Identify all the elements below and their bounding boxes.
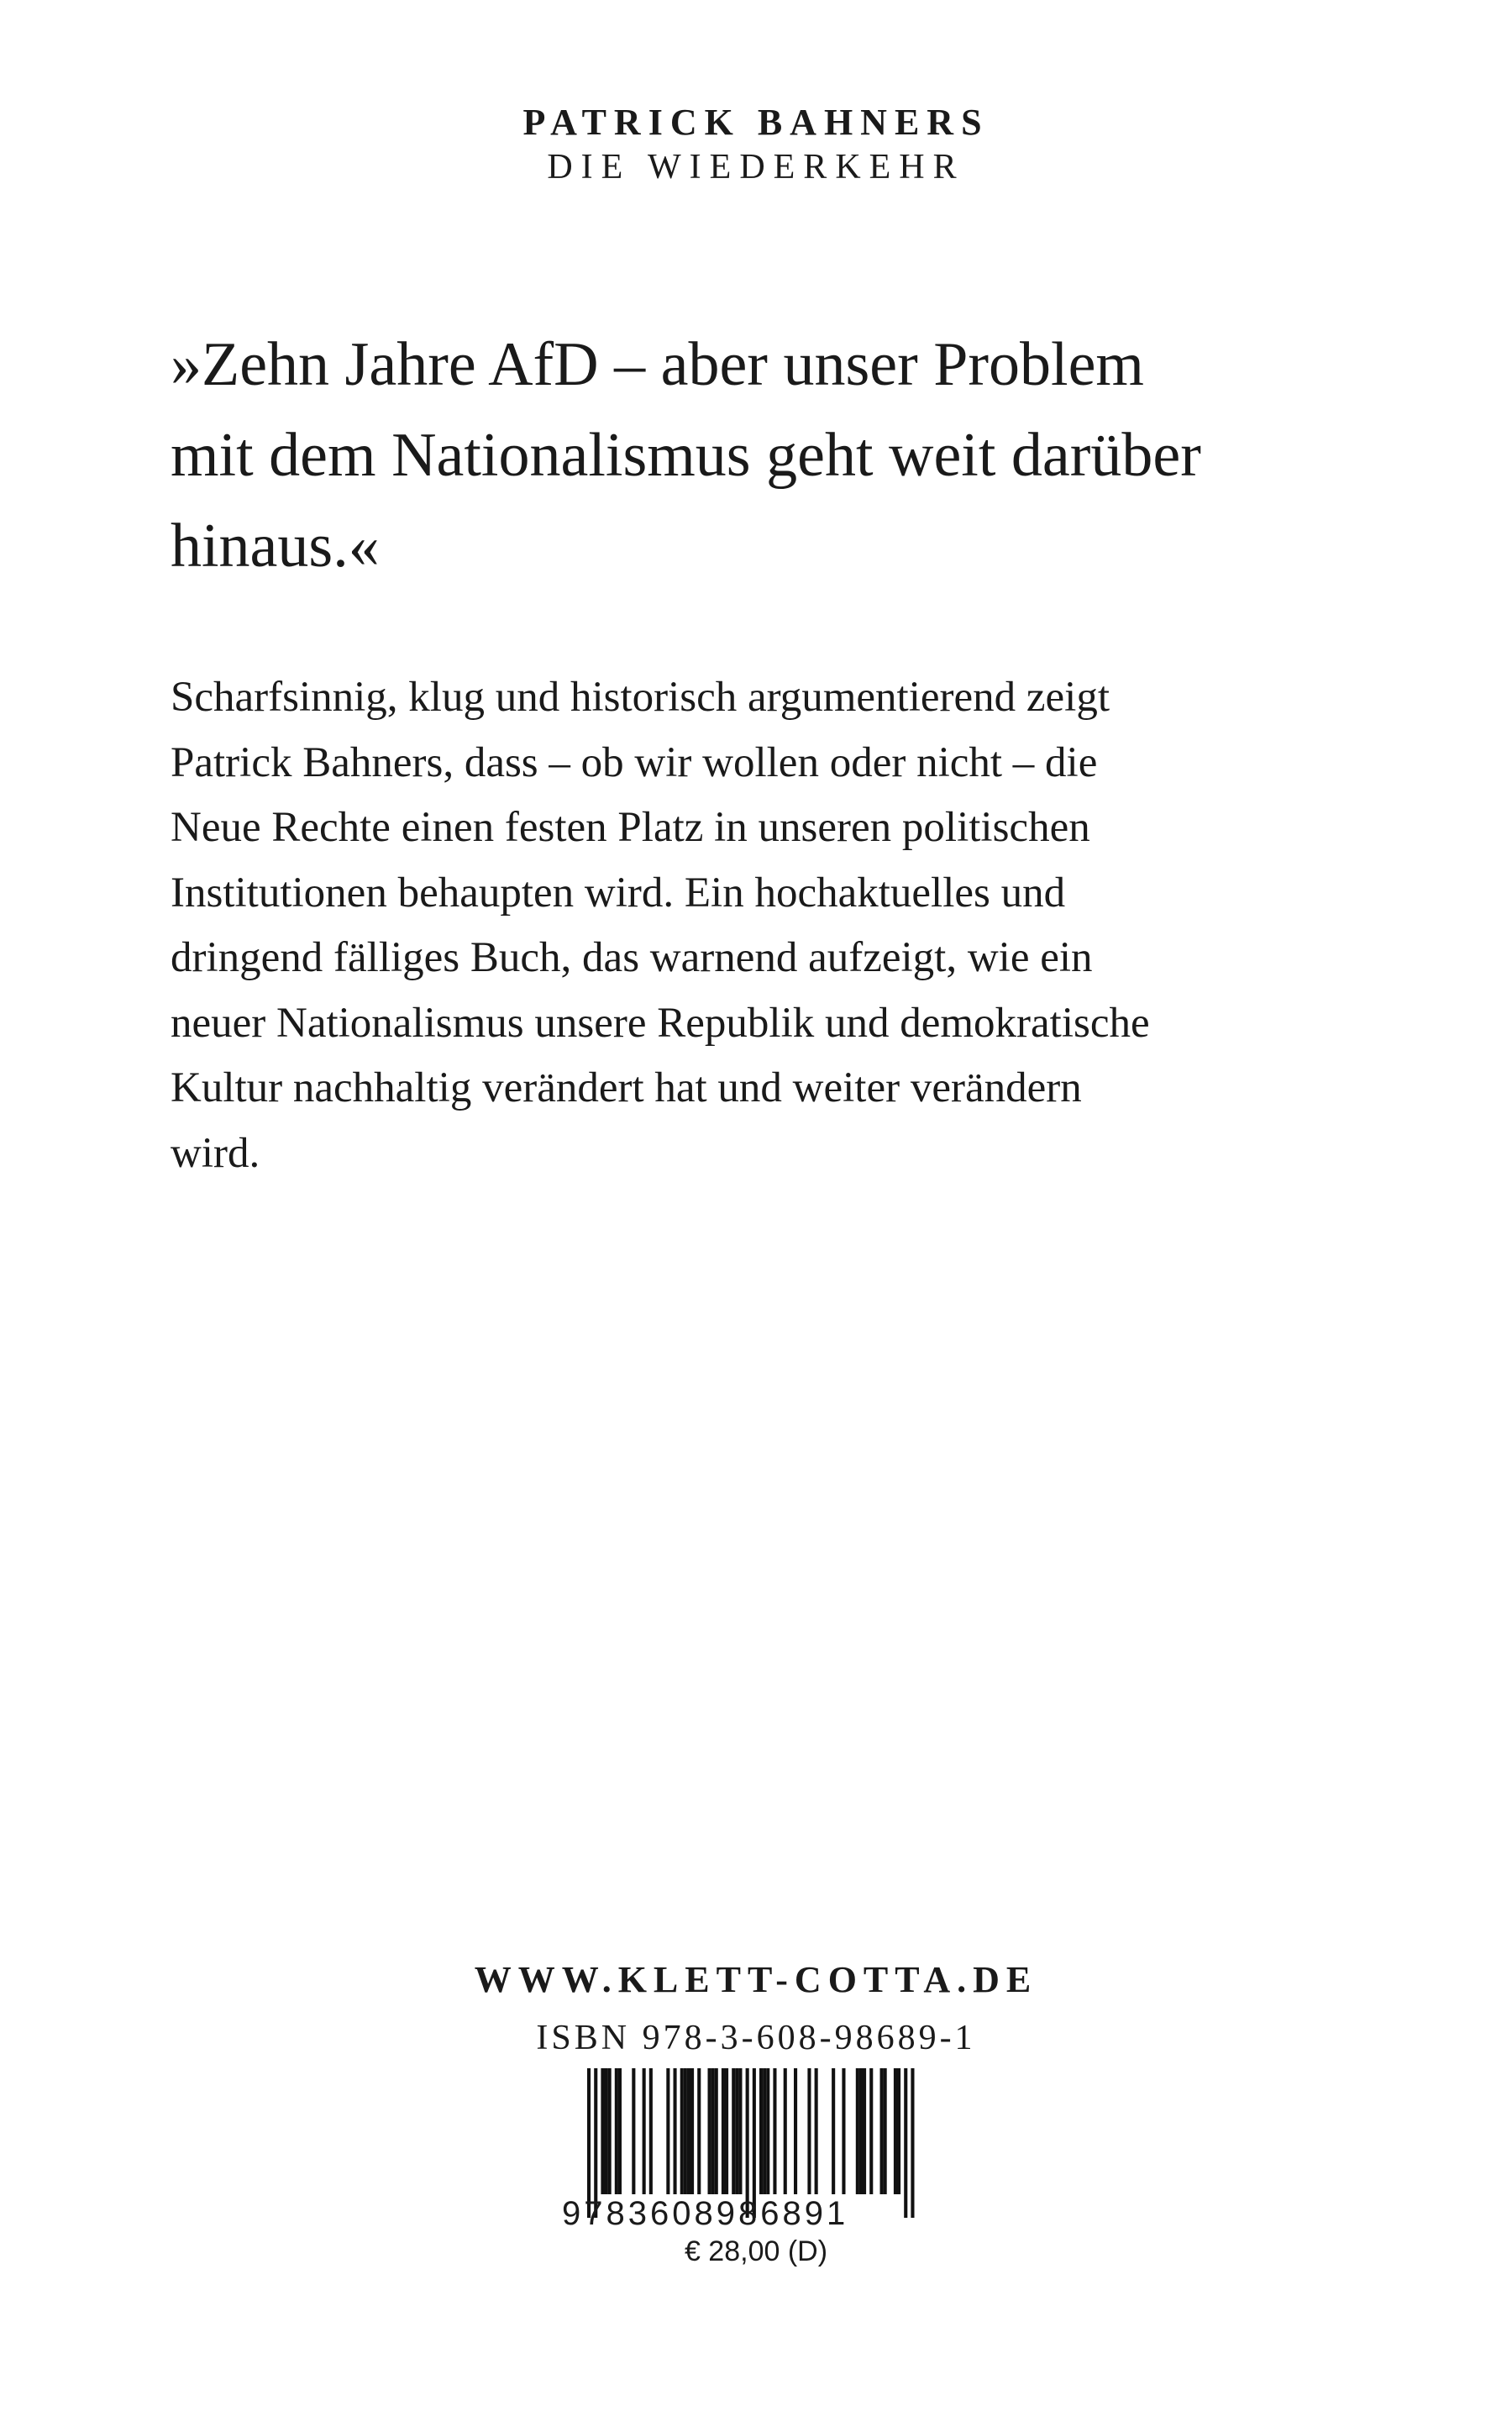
- quote-line: »Zehn Jahre AfD – aber unser Problem: [171, 330, 1144, 399]
- barcode-bar: [766, 2068, 769, 2194]
- quote-line: hinaus.«: [171, 512, 380, 580]
- barcode-bar: [725, 2068, 728, 2194]
- isbn-number: ISBN 978-3-608-98689-1: [536, 2019, 976, 2057]
- description-line: Neue Rechte einen festen Platz in unseren politischen: [171, 804, 1090, 851]
- price-label: € 28,00 (D): [684, 2235, 828, 2267]
- description-line: Institutionen behaupten wird. Ein hochaktuelles und: [171, 869, 1066, 917]
- barcode-bar: [690, 2068, 694, 2194]
- description-line: neuer Nationalismus unsere Republik und demokratische: [171, 999, 1150, 1047]
- barcode-bar: [643, 2068, 646, 2194]
- barcode-bar: [687, 2068, 690, 2194]
- barcode-bar: [732, 2068, 735, 2194]
- barcode-bar: [884, 2068, 887, 2194]
- barcode-bar: [815, 2068, 818, 2194]
- publisher-footer: [0, 1957, 1512, 2062]
- pull-quote: [171, 319, 1363, 591]
- barcode-bar: [863, 2068, 866, 2194]
- publisher-website: WWW.KLETT-COTTA.DE: [474, 1959, 1038, 2000]
- description-line: dringend fälliges Buch, das warnend aufzeigt, wie ein: [171, 934, 1093, 981]
- barcode-bar: [684, 2068, 687, 2194]
- barcode-bar: [708, 2068, 711, 2194]
- barcode-bar: [680, 2068, 684, 2194]
- barcode-bar: [894, 2068, 897, 2194]
- barcode-bar: [618, 2068, 622, 2194]
- barcode-bar: [869, 2068, 873, 2194]
- description-line: Patrick Bahners, dass – ob wir wollen oder nicht – die: [171, 738, 1098, 786]
- barcode-bar: [735, 2068, 738, 2194]
- book-description: [171, 665, 1372, 1186]
- barcode-bar: [759, 2068, 763, 2194]
- barcode-bar: [794, 2068, 797, 2194]
- author-name: PATRICK BAHNERS: [522, 102, 990, 143]
- barcode-bar: [674, 2068, 677, 2194]
- barcode-bar: [601, 2068, 604, 2194]
- barcode-bar: [784, 2068, 787, 2194]
- barcode-bar: [842, 2068, 845, 2194]
- barcode-bar: [897, 2068, 900, 2194]
- barcode-bar: [608, 2068, 612, 2194]
- barcode-bar: [859, 2068, 863, 2194]
- description-line: Kultur nachhaltig verändert hat und weiter verändern: [171, 1064, 1082, 1111]
- barcode: [562, 2068, 927, 2236]
- barcode-bar: [605, 2068, 608, 2194]
- barcode-bar: [738, 2068, 742, 2194]
- barcode-bar: [632, 2068, 635, 2194]
- cover-header: [0, 101, 1512, 190]
- barcode-bar: [666, 2068, 669, 2194]
- barcode-digits: 9783608986891: [562, 2195, 849, 2232]
- barcode-bar: [880, 2068, 884, 2194]
- barcode-bar: [649, 2068, 653, 2194]
- quote-line: mit dem Nationalismus geht weit darüber: [171, 421, 1201, 490]
- barcode-bar: [722, 2068, 725, 2194]
- barcode-bar: [697, 2068, 701, 2194]
- barcode-bar: [807, 2068, 811, 2194]
- description-line: wird.: [171, 1129, 260, 1177]
- description-line: Scharfsinnig, klug und historisch argumentierend zeigt: [171, 674, 1110, 721]
- barcode-bar: [715, 2068, 718, 2194]
- barcode-bar: [763, 2068, 766, 2194]
- barcode-bar: [832, 2068, 835, 2194]
- barcode-bar: [711, 2068, 715, 2194]
- barcode-bar: [856, 2068, 859, 2194]
- barcode-bar: [615, 2068, 618, 2194]
- book-title: DIE WIEDERKEHR: [547, 148, 965, 186]
- barcode-bar: [773, 2068, 776, 2194]
